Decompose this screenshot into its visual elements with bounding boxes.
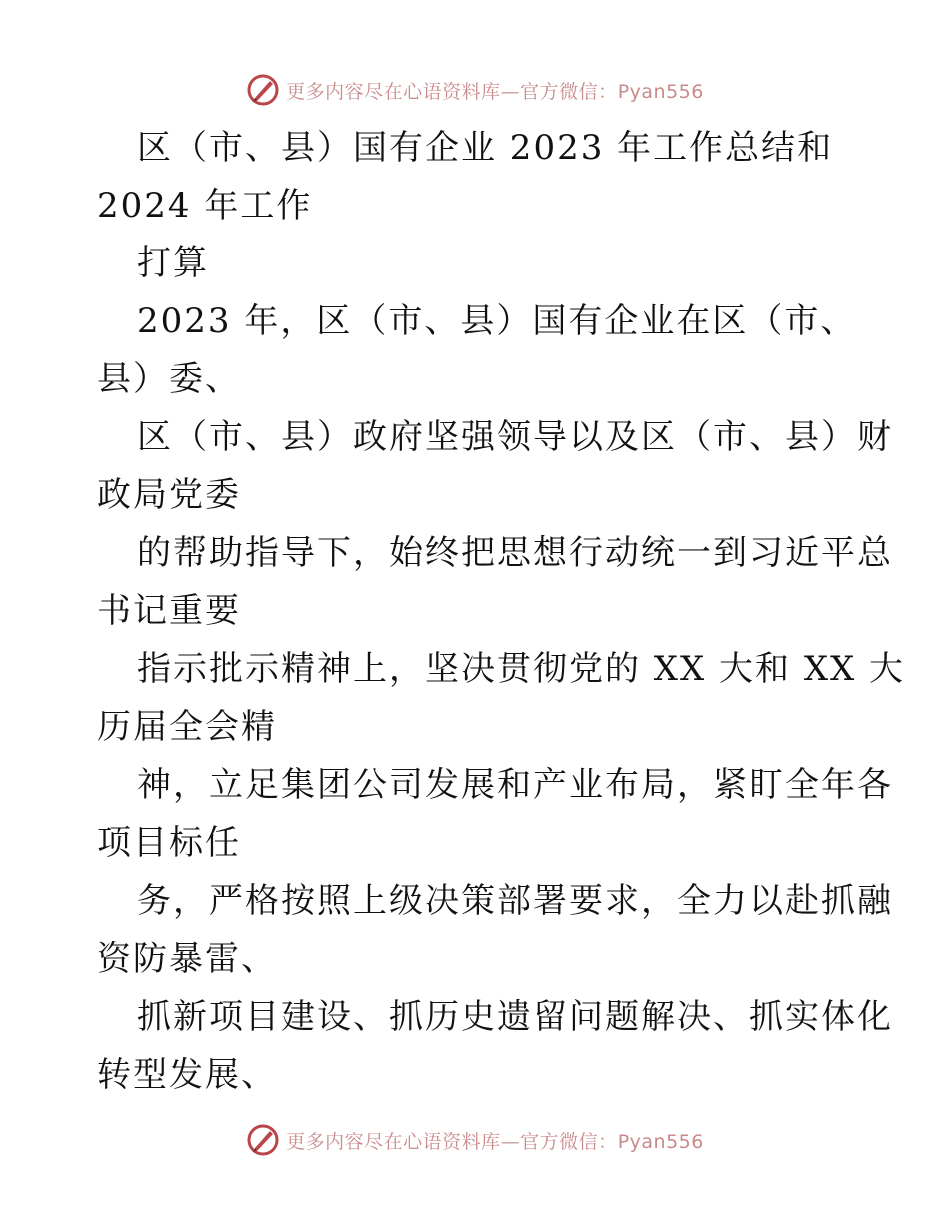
watermark-wechat-label: 官方微信： bbox=[520, 1130, 618, 1153]
doc-line: 指示批示精神上，坚决贯彻党的 XX 大和 XX 大 bbox=[137, 649, 906, 689]
watermark-text bbox=[286, 1127, 704, 1154]
doc-line: 政局党委 bbox=[97, 475, 241, 515]
header-watermark bbox=[0, 70, 950, 110]
doc-line: 书记重要 bbox=[97, 591, 241, 631]
doc-line: 转型发展、 bbox=[97, 1055, 277, 1095]
watermark-separator: — bbox=[500, 80, 521, 103]
quill-logo-icon bbox=[246, 1123, 280, 1157]
footer-watermark bbox=[0, 1120, 950, 1160]
watermark-wechat-id: Pyan556 bbox=[617, 80, 704, 103]
quill-logo-icon bbox=[246, 73, 280, 107]
doc-line: 抓新项目建设、抓历史遗留问题解决、抓实体化 bbox=[137, 997, 893, 1037]
doc-line: 的帮助指导下，始终把思想行动统一到习近平总 bbox=[137, 533, 893, 573]
doc-line: 历届全会精 bbox=[97, 707, 277, 747]
watermark-library-name: 更多内容尽在心语资料库 bbox=[286, 80, 501, 103]
doc-line: 务，严格按照上级决策部署要求，全力以赴抓融 bbox=[137, 881, 893, 921]
watermark-wechat-label: 官方微信： bbox=[520, 80, 618, 103]
doc-line: 项目标任 bbox=[97, 823, 241, 863]
watermark-separator: — bbox=[500, 1130, 521, 1153]
watermark-text bbox=[286, 77, 704, 104]
watermark-wechat-id: Pyan556 bbox=[617, 1130, 704, 1153]
doc-line-title-2: 2024 年工作 bbox=[97, 186, 313, 226]
doc-line: 资防暴雷、 bbox=[97, 939, 277, 979]
doc-line: 区（市、县）政府坚强领导以及区（市、县）财 bbox=[137, 417, 893, 457]
doc-line: 2023 年，区（市、县）国有企业在区（市、 bbox=[137, 301, 857, 341]
watermark-library-name: 更多内容尽在心语资料库 bbox=[286, 1130, 501, 1153]
doc-line: 县）委、 bbox=[97, 359, 241, 399]
doc-line: 神，立足集团公司发展和产业布局，紧盯全年各 bbox=[137, 765, 893, 805]
doc-line-title-1: 区（市、县）国有企业 2023 年工作总结和 bbox=[137, 128, 834, 168]
doc-line-title-3: 打算 bbox=[137, 243, 209, 283]
